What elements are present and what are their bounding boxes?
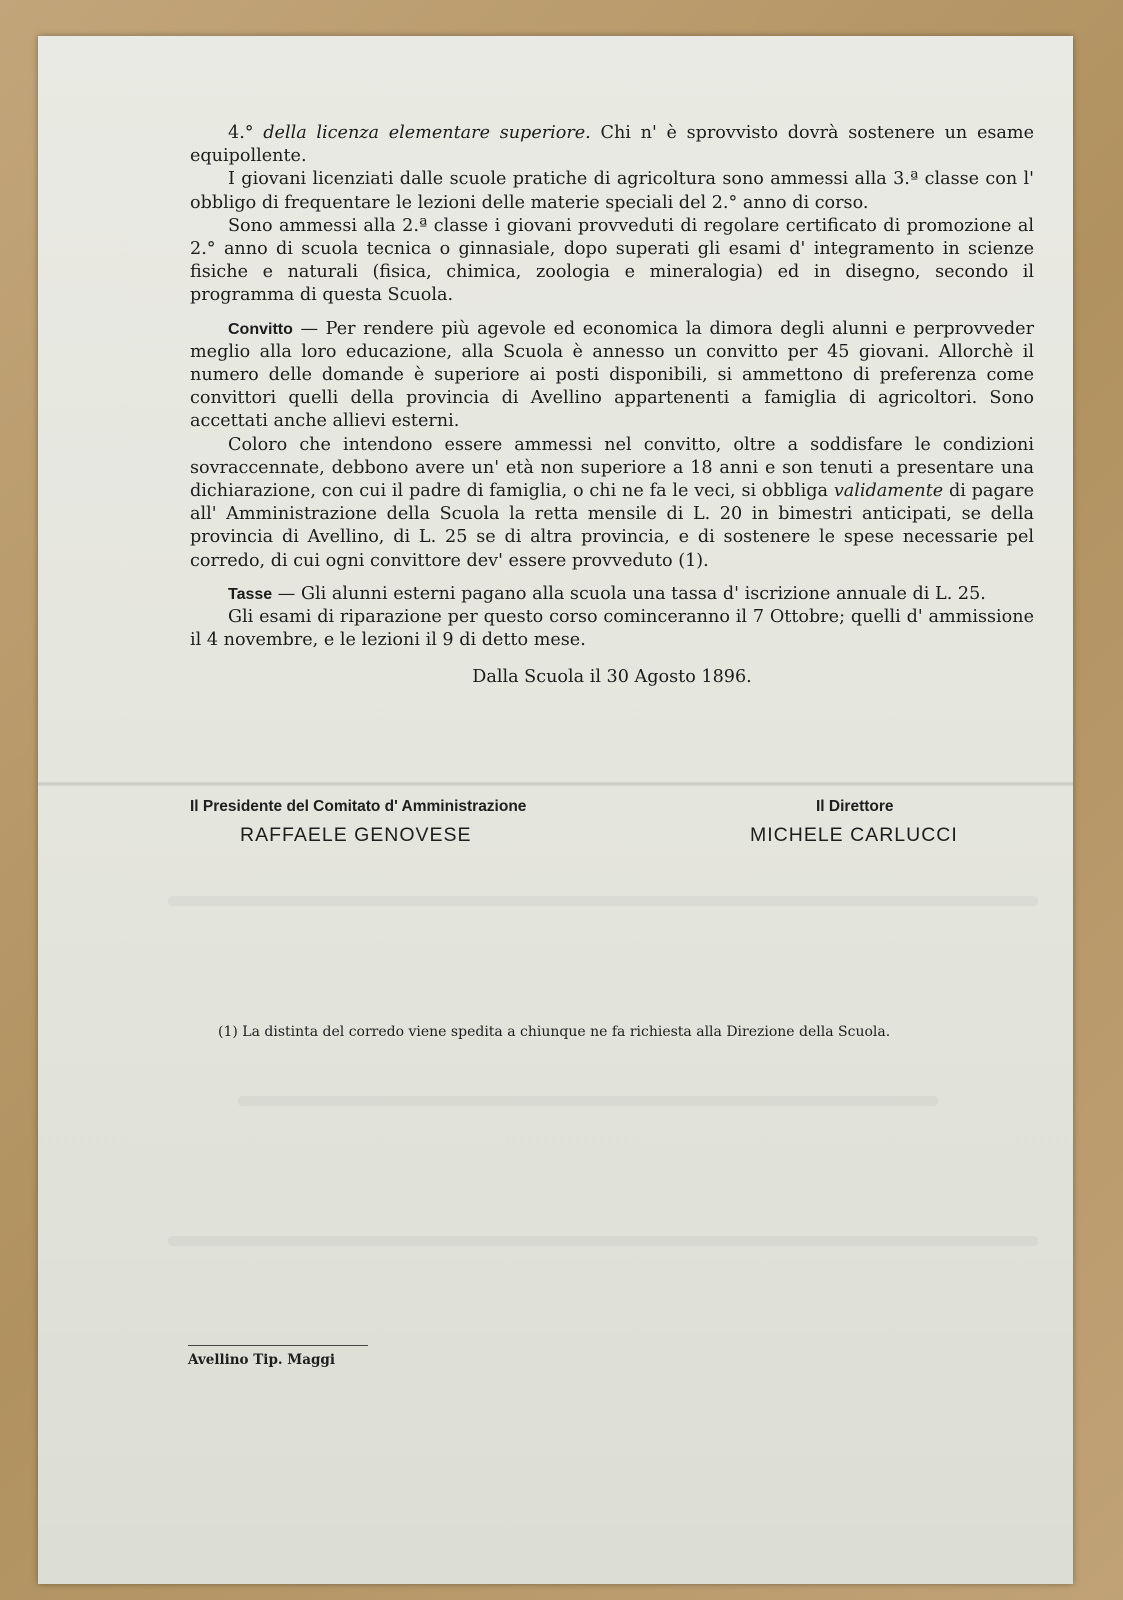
paper-fold xyxy=(38,782,1073,786)
paragraph-esami: Gli esami di riparazione per questo corso cominceranno il 7 Ottobre; quelli d' ammissione il 4 novembre, e le lezioni il 9 di detto mese. xyxy=(190,607,1034,651)
paragraph-ammessi: Sono ammessi alla 2.ª classe i giovani provveduti di regolare certificato di promozione al 2.° anno di scuola tecnica o ginnasiale, dopo superati gli esami d' integramento in scienze fisiche e naturali (fisica, chimica, zoologia e mineralogia) ed in disegno, secondo il programma di questa Scuola. xyxy=(190,215,1034,306)
paragraph-tasse: Tasse — Gli alunni esterni pagano alla scuola una tassa d' iscrizione annuale di L. 25. xyxy=(228,583,986,604)
paragraph-licenza: 4.° della licenza elementare superiore. Chi n' è sprovvisto dovrà sostenere un esame equipollente. xyxy=(190,123,1034,167)
show-through xyxy=(168,1236,1038,1246)
printer-imprint: Avellino Tip. Maggi xyxy=(188,1352,335,1368)
director-name: MICHELE CARLUCCI xyxy=(750,824,958,846)
director-role: Il Direttore xyxy=(816,798,894,815)
paragraph-licenziati: I giovani licenziati dalle scuole pratiche di agricoltura sono ammessi alla 3.ª classe con l' obbligo di frequentare le lezioni delle materie speciali del 2.° anno di corso. xyxy=(190,169,1034,213)
body-text xyxy=(190,122,1034,690)
document-page xyxy=(38,36,1073,1584)
date-line: Dalla Scuola il 30 Agosto 1896. xyxy=(472,667,752,688)
show-through xyxy=(168,896,1038,906)
heading-tasse: Tasse xyxy=(228,585,273,603)
heading-convitto: Convitto xyxy=(228,320,293,338)
show-through xyxy=(238,1096,938,1106)
paragraph-convitto: Convitto — Per rendere più agevole ed economica la dimora degli alunni e perprovveder meglio alla loro educazione, alla Scuola è annesso un convitto per 45 giovani. Allorchè il numero delle domande è superiore ai posti disponibili, si ammettono di preferenza come convittori quelli della provincia di Avellino appartenenti a famiglia di agricoltori. Sono accettati anche allievi esterni. xyxy=(190,318,1034,432)
paragraph-requisiti: Coloro che intendono essere ammessi nel convitto, oltre a soddisfare le condizioni sovraccennate, debbono avere un' età non superiore a 18 anni e son tenuti a presentare una dichiarazione, con cui il padre di famiglia, o chi ne fa le veci, si obbliga validamente di pagare all' Amministrazione della Scuola la retta mensile di L. 20 in bimestri anticipati, se della provincia di Avellino, di L. 25 se di altra provincia, e di sostenere le spese necessarie pel corredo, di cui ogni convittore dev' essere provveduto (1). xyxy=(190,434,1034,571)
divider xyxy=(188,1345,368,1346)
footnote: (1) La distinta del corredo viene spedita a chiunque ne fa richiesta alla Direzione della Scuola. xyxy=(218,1024,891,1040)
president-name: RAFFAELE GENOVESE xyxy=(240,824,472,846)
president-role: Il Presidente del Comitato d' Amministrazione xyxy=(190,798,527,815)
